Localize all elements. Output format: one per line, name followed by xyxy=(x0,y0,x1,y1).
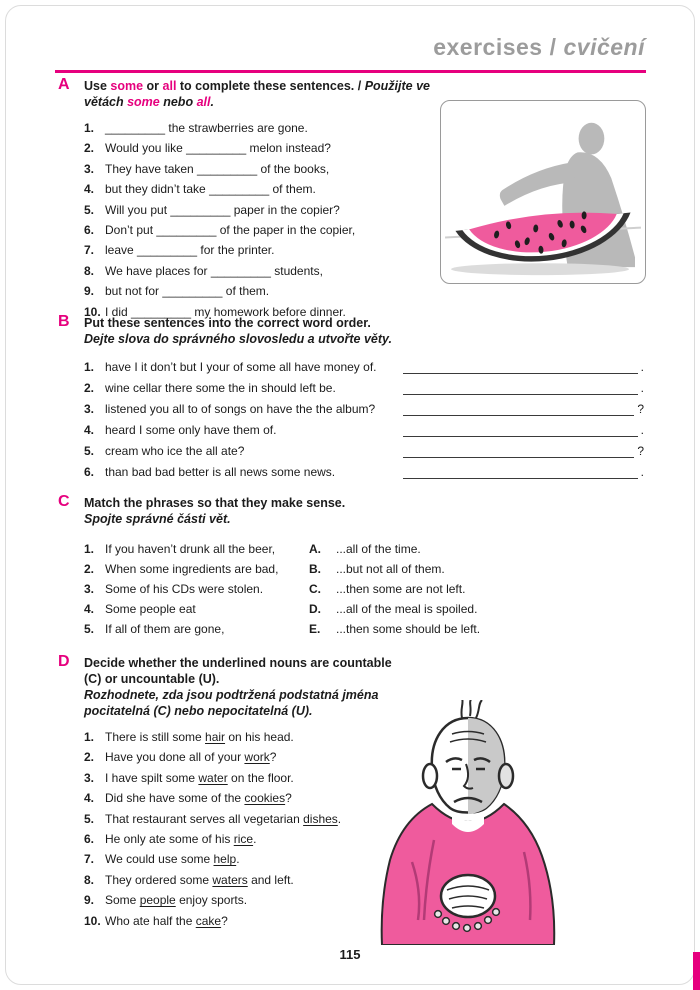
item-number: 10. xyxy=(84,304,101,319)
match-letter: A. xyxy=(309,542,321,556)
item-text: but they didn’t take _________ of them. xyxy=(105,182,316,197)
match-left-text: Some of his CDs were stolen. xyxy=(105,582,264,596)
item-text xyxy=(105,829,256,849)
exercise-item xyxy=(84,281,438,301)
section-d-letter: D xyxy=(58,653,70,670)
item-number: 6. xyxy=(84,465,95,479)
exercise-item xyxy=(84,118,438,138)
item-number: 2. xyxy=(84,381,95,395)
match-right-text: ...all of the meal is spoiled. xyxy=(336,602,478,616)
exercise-item xyxy=(84,788,398,808)
text-post: and left. xyxy=(247,872,294,887)
exercise-item xyxy=(84,747,398,767)
section-c-title: Match the phrases so that they make sense. xyxy=(84,496,346,510)
monk-hands xyxy=(441,875,495,917)
answer-line xyxy=(403,378,638,395)
item-number: 1. xyxy=(84,730,95,744)
section-b-instruction xyxy=(84,315,644,347)
exercise-item xyxy=(84,829,398,849)
section-c-letter: C xyxy=(58,493,70,510)
match-letter: B. xyxy=(309,562,321,576)
answer-line xyxy=(403,462,638,479)
match-left-text: Some people eat xyxy=(105,602,196,616)
underlined-noun: rice xyxy=(233,832,254,847)
item-text: leave _________ for the printer. xyxy=(105,243,275,258)
item-number: 3. xyxy=(84,402,95,416)
exercise-item xyxy=(84,357,644,378)
answer-punct: . xyxy=(640,465,644,479)
scrambled-sentence: cream who ice the all ate? xyxy=(105,444,245,458)
text-post: . xyxy=(337,811,342,826)
text-pre: They ordered some xyxy=(105,872,213,887)
answer-punct: . xyxy=(640,381,644,395)
text-post: enjoy sports. xyxy=(175,893,248,908)
exercise-item xyxy=(84,890,398,910)
watermelon-svg xyxy=(441,101,645,283)
section-d-items xyxy=(84,727,398,931)
item-number: 4. xyxy=(84,602,95,616)
underlined-noun: help xyxy=(213,852,237,867)
item-number: 9. xyxy=(84,893,95,908)
answer-punct: ? xyxy=(637,402,644,416)
item-number: 2. xyxy=(84,141,95,156)
scrambled-sentence: have I it don’t but I your of some all have money of. xyxy=(105,360,377,374)
exercise-item xyxy=(84,727,398,747)
underlined-noun: cake xyxy=(195,913,222,928)
item-number: 1. xyxy=(84,360,95,374)
item-text xyxy=(105,768,294,788)
instruction-keyword: all xyxy=(162,79,177,93)
exercise-item xyxy=(84,420,644,441)
watermelon-illustration xyxy=(440,100,646,284)
item-text xyxy=(105,911,228,931)
underlined-noun: waters xyxy=(212,872,248,887)
scrambled-sentence: listened you all to of songs on have the the album? xyxy=(105,402,376,416)
item-number: 4. xyxy=(84,791,95,806)
text-pre: That restaurant serves all vegetarian xyxy=(105,811,304,826)
instruction-segment-cz: . xyxy=(210,95,214,109)
right-ear xyxy=(499,764,513,788)
header-title-cz: cvičení xyxy=(563,34,645,60)
item-number: 6. xyxy=(84,223,95,238)
left-ear xyxy=(423,764,437,788)
corner-accent-strip xyxy=(693,952,700,990)
item-text: but not for _________ of them. xyxy=(105,284,270,299)
exercise-item xyxy=(84,138,438,158)
header-rule xyxy=(55,70,646,73)
item-number: 1. xyxy=(84,121,95,135)
section-b-subtitle: Dejte slova do správného slovosledu a utvořte věty. xyxy=(84,332,392,346)
answer-line xyxy=(403,399,634,416)
answer-punct: . xyxy=(640,360,644,374)
exercise-item xyxy=(84,220,438,240)
underlined-noun: water xyxy=(198,770,228,785)
item-number: 5. xyxy=(84,622,95,636)
match-right-text: ...but not all of them. xyxy=(336,562,445,576)
item-number: 4. xyxy=(84,182,95,197)
answer-line xyxy=(403,357,638,374)
scrambled-sentence: wine cellar there some the in should left be. xyxy=(105,381,336,395)
item-number: 5. xyxy=(84,444,95,458)
text-pre: I have spilt some xyxy=(105,770,199,785)
item-text: We have places for _________ students, xyxy=(105,263,323,278)
match-right-text: ...then some are not left. xyxy=(336,582,466,596)
text-pre: We could use some xyxy=(105,852,214,867)
item-text xyxy=(105,747,276,767)
instruction-keyword: some xyxy=(127,95,160,109)
text-post: ? xyxy=(285,791,292,806)
underlined-noun: hair xyxy=(205,730,226,744)
text-post: on the floor. xyxy=(227,770,294,785)
match-letter: D. xyxy=(309,602,321,616)
item-number: 3. xyxy=(84,161,95,176)
item-text xyxy=(105,890,247,910)
exercise-item xyxy=(84,809,398,829)
exercise-item xyxy=(84,200,438,220)
underlined-noun: cookies xyxy=(244,791,286,806)
text-post: ? xyxy=(269,750,277,765)
answer-line xyxy=(403,420,638,437)
text-pre: There is still some xyxy=(105,730,206,744)
instruction-segment: or xyxy=(143,79,163,93)
item-number: 5. xyxy=(84,202,95,217)
text-post: . xyxy=(253,832,257,847)
page-header xyxy=(433,34,645,61)
exercise-item xyxy=(84,768,398,788)
item-number: 9. xyxy=(84,284,95,299)
item-number: 2. xyxy=(84,562,95,576)
match-letter: E. xyxy=(309,622,321,636)
exercise-item xyxy=(84,378,644,399)
instruction-segment: to complete these sentences. / xyxy=(176,79,365,93)
item-text: I did _________ my homework before dinner. xyxy=(105,304,346,319)
item-text: Don’t put _________ of the paper in the copier, xyxy=(105,223,356,238)
match-left-text: If you haven’t drunk all the beer, xyxy=(105,542,276,556)
section-b xyxy=(58,315,644,483)
item-number: 4. xyxy=(84,423,95,437)
answer-punct: ? xyxy=(637,444,644,458)
answer-punct: . xyxy=(640,423,644,437)
text-pre: Have you done all of your xyxy=(105,750,245,765)
header-separator: / xyxy=(549,34,557,60)
item-number: 10. xyxy=(84,913,101,928)
text-pre: He only ate some of his xyxy=(105,832,234,847)
item-number: 7. xyxy=(84,243,95,258)
item-number: 5. xyxy=(84,811,95,826)
text-post: ? xyxy=(221,913,228,928)
item-number: 3. xyxy=(84,770,95,785)
text-post: . xyxy=(236,852,240,867)
match-right-text: ...all of the time. xyxy=(336,542,421,556)
section-c-subtitle: Spojte správné části vět. xyxy=(84,512,231,526)
underlined-noun: dishes xyxy=(303,811,338,826)
instruction-segment-cz: Použijte ve větách xyxy=(84,79,430,109)
match-right-text: ...then some should be left. xyxy=(336,622,481,636)
monk-illustration xyxy=(372,700,564,945)
hair-strands xyxy=(461,700,482,718)
monk-head xyxy=(423,700,513,814)
exercise-item xyxy=(84,261,438,281)
item-text: Will you put _________ paper in the copier? xyxy=(105,202,340,217)
scrambled-sentence: than bad bad better is all news some news. xyxy=(105,465,336,479)
section-a-items xyxy=(84,118,438,322)
section-b-letter: B xyxy=(58,313,70,330)
shadow xyxy=(451,263,629,275)
item-text: They have taken _________ of the books, xyxy=(105,161,330,176)
section-c-instruction xyxy=(84,495,644,527)
match-left-text: If all of them are gone, xyxy=(105,622,225,636)
item-number: 8. xyxy=(84,263,95,278)
text-pre: Did she have some of the xyxy=(105,791,245,806)
exercise-item xyxy=(84,462,644,483)
item-number: 8. xyxy=(84,872,95,887)
item-number: 6. xyxy=(84,832,95,847)
item-number: 3. xyxy=(84,582,95,596)
exercise-item xyxy=(84,911,398,931)
exercise-item xyxy=(84,870,398,890)
section-b-title: Put these sentences into the correct word order. xyxy=(84,316,371,330)
section-d xyxy=(58,655,398,931)
scrambled-sentence: heard I some only have them of. xyxy=(105,423,277,437)
section-b-items xyxy=(84,357,644,483)
monk-svg xyxy=(372,700,564,945)
instruction-segment-cz: nebo xyxy=(159,95,197,109)
section-c xyxy=(58,495,644,639)
item-text xyxy=(105,809,341,829)
item-text: Would you like _________ melon instead? xyxy=(105,141,331,156)
item-number: 7. xyxy=(84,852,95,867)
section-c-items xyxy=(84,539,644,639)
section-a xyxy=(58,78,438,322)
exercise-item xyxy=(84,399,644,420)
underlined-noun: people xyxy=(139,893,176,908)
item-text xyxy=(105,849,240,869)
text-pre: Some xyxy=(105,893,140,908)
answer-line xyxy=(403,441,634,458)
exercise-item xyxy=(84,159,438,179)
text-pre: Who ate half the xyxy=(105,913,196,928)
item-text: _________ the strawberries are gone. xyxy=(105,121,308,135)
exercise-item xyxy=(84,179,438,199)
exercise-item xyxy=(84,441,644,462)
exercise-item xyxy=(84,240,438,260)
item-number: 1. xyxy=(84,542,95,556)
instruction-segment: Use xyxy=(84,79,111,93)
item-text xyxy=(105,870,294,890)
item-text xyxy=(105,727,294,747)
underlined-noun: work xyxy=(244,750,270,765)
exercise-item xyxy=(84,849,398,869)
item-text xyxy=(105,788,292,808)
match-left-text: When some ingredients are bad, xyxy=(105,562,279,576)
instruction-keyword: some xyxy=(110,79,144,93)
text-post: on his head. xyxy=(225,730,294,744)
instruction-keyword: all xyxy=(196,95,211,109)
section-a-instruction xyxy=(84,78,438,110)
match-letter: C. xyxy=(309,582,321,596)
header-title-en: exercises xyxy=(433,34,543,60)
page-number: 115 xyxy=(339,947,361,962)
section-d-subtitle: Rozhodnete, zda jsou podtržená podstatná jména pocitatelná (C) nebo nepocitatelná (U). xyxy=(84,688,379,718)
item-number: 2. xyxy=(84,750,95,765)
section-a-letter: A xyxy=(58,76,70,93)
section-d-title: Decide whether the underlined nouns are countable (C) or uncountable (U). xyxy=(84,656,392,686)
section-d-instruction xyxy=(84,655,398,719)
